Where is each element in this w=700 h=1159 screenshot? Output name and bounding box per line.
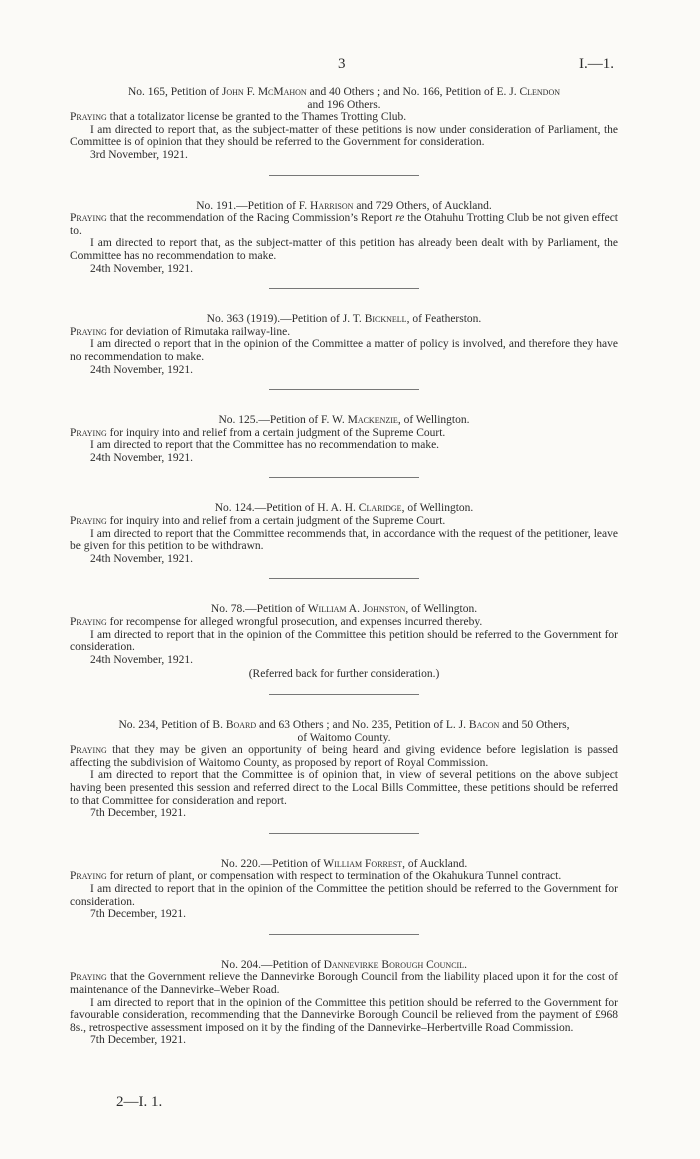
petition-entry: [70, 719, 618, 820]
section-divider: [269, 288, 419, 289]
section-divider: [269, 477, 419, 478]
petition-title: No. 191.—Petition of F. Harrison and 729 Others, of Auckland.: [196, 199, 492, 212]
praying-clause: Praying that they may be given an opportunity of being heard and giving evidence before legislation is passed affecting the subdivision of Waitomo County, as proposed by report of Royal Commission.: [70, 744, 618, 769]
petitions-content: [70, 86, 618, 1047]
committee-report: I am directed o report that in the opinion of the Committee a matter of policy is involved, and therefore they have no recommendation to make.: [70, 338, 618, 363]
report-date: 24th November, 1921.: [90, 552, 194, 565]
signature-mark: 2—I. 1.: [116, 1094, 163, 1110]
praying-clause: Praying for inquiry into and relief from a certain judgment of the Supreme Court.: [70, 426, 446, 439]
section-divider: [269, 833, 419, 834]
committee-report: I am directed to report that the Committee is of opinion that, in view of several petitions on the above subject having been presented this session and referred direct to the Local Bills Committee, these petitions should be referred to that Committee for consideration and report.: [70, 769, 618, 807]
report-date: 7th December, 1921.: [90, 807, 186, 820]
petition-title-continued: of Waitomo County.: [297, 731, 391, 744]
report-date: 7th December, 1921.: [90, 908, 186, 921]
report-date: 24th November, 1921.: [90, 653, 194, 666]
committee-report: I am directed to report that in the opinion of the Committee the petition should be referred to the Government for consideration.: [70, 882, 618, 908]
section-divider: [269, 175, 419, 176]
committee-report: I am directed to report that, as the subject-matter of these petitions is now under consideration of Parliament, the Committee is of opinion that they should be referred to the Government for consideration.: [70, 123, 618, 149]
praying-clause: Praying that the recommendation of the Racing Commission’s Report re the Otahuhu Trotting Club be not given effect to.: [70, 212, 618, 237]
praying-clause: Praying that the Government relieve the Dannevirke Borough Council from the liability placed upon it for the cost of maintenance of the Dannevirke–Weber Road.: [70, 971, 618, 996]
petition-entry: [70, 200, 618, 276]
petition-title: No. 165, Petition of John F. McMahon and 40 Others ; and No. 166, Petition of E. J. Clendon: [127, 86, 561, 98]
report-date: 24th November, 1921.: [90, 363, 194, 376]
section-divider: [269, 934, 419, 935]
committee-report: I am directed to report that the Committee has no recommendation to make.: [90, 439, 440, 452]
section-divider: [269, 389, 419, 390]
praying-clause: Praying for recompense for alleged wrongful prosecution, and expenses incurred thereby.: [70, 616, 483, 629]
petition-entry: [70, 502, 618, 565]
petition-entry: [70, 858, 618, 921]
petition-title-continued: and 196 Others.: [307, 98, 381, 111]
petition-entry: [70, 86, 618, 162]
petition-entry: [70, 313, 618, 376]
petition-title: No. 125.—Petition of F. W. Mackenzie, of Wellington.: [218, 414, 470, 427]
report-date: 24th November, 1921.: [90, 451, 194, 464]
petition-title: No. 78.—Petition of William A. Johnston, of Wellington.: [210, 603, 478, 616]
committee-report: I am directed to report that in the opinion of the Committee this petition should be referred to the Government for consideration.: [70, 628, 618, 654]
committee-report: I am directed to report that in the opinion of the Committee this petition should be referred to the Government for favourable consideration, recommending that the Dannevirke Borough Council be relieved from the payment of £968 8s., retrospective assessment imposed on it by the finding of the Dannevirke–Herbertville Road Commission.: [70, 996, 618, 1034]
report-date: 7th December, 1921.: [90, 1034, 186, 1047]
petition-entry: [70, 603, 618, 681]
section-divider: [269, 578, 419, 579]
section-divider: [269, 694, 419, 695]
committee-report: I am directed to report that, as the subject-matter of this petition has already been dealt with by Parliament, the Committee has no recommendation to make.: [70, 237, 618, 262]
committee-report: I am directed to report that the Committee recommends that, in accordance with the request of the petitioner, leave be given for this petition to be withdrawn.: [70, 527, 618, 553]
praying-clause: Praying that a totalizator license be granted to the Thames Trotting Club.: [70, 111, 407, 124]
report-date: 24th November, 1921.: [90, 262, 194, 275]
petition-title: No. 234, Petition of B. Board and 63 Others ; and No. 235, Petition of L. J. Bacon and 50 Others,: [118, 719, 570, 731]
page-header: [0, 58, 700, 78]
praying-clause: Praying for return of plant, or compensation with respect to termination of the Okahukura Tunnel contract.: [70, 870, 562, 883]
petition-title: No. 124.—Petition of H. A. H. Claridge, of Wellington.: [214, 502, 474, 515]
petition-title: No. 363 (1919).—Petition of J. T. Bicknell, of Featherston.: [206, 313, 482, 326]
petition-entry: [70, 414, 618, 464]
page-number: 3: [338, 56, 346, 72]
praying-clause: Praying for inquiry into and relief from a certain judgment of the Supreme Court.: [70, 515, 446, 528]
petition-title: No. 220.—Petition of William Forrest, of Auckland.: [220, 857, 468, 870]
report-date: 3rd November, 1921.: [90, 148, 188, 161]
petition-entry: [70, 959, 618, 1047]
document-reference: I.—1.: [579, 56, 614, 72]
praying-clause: Praying for deviation of Rimutaka railway-line.: [70, 325, 291, 338]
referral-note: (Referred back for further consideration.): [248, 668, 440, 681]
petition-title: No. 204.—Petition of Dannevirke Borough Council.: [221, 958, 467, 971]
